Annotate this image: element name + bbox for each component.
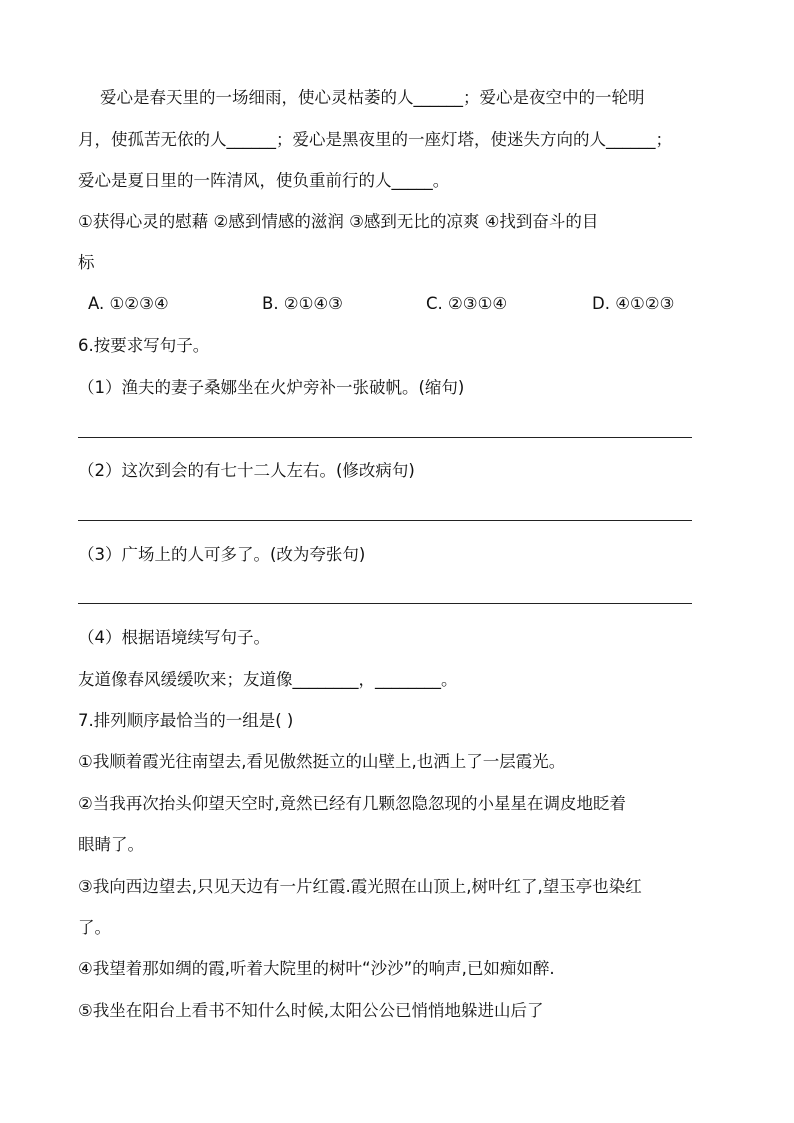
q5-option-a: A. ①②③④ xyxy=(88,294,169,313)
q6-sub2: （2）这次到会的有七十二人左右。(修改病句) xyxy=(78,461,415,480)
q6-sub4: （4）根据语境续写句子。 xyxy=(78,628,270,647)
q7-sentence-3-line-2: 了。 xyxy=(78,918,111,937)
q7-sentence-1: ①我顺着霞光往南望去,看见傲然挺立的山壁上,也洒上了一层霞光。 xyxy=(78,752,566,771)
q6-sub2-answer-line[interactable] xyxy=(78,520,692,521)
q5-items-line-2: 标 xyxy=(78,253,95,272)
q6-sub3-answer-line[interactable] xyxy=(78,603,692,604)
q5-passage-line-1: 爱心是春天里的一场细雨，使心灵枯萎的人______；爱心是夜空中的一轮明 xyxy=(100,88,645,107)
q5-items-line-1: ①获得心灵的慰藉 ②感到情感的滋润 ③感到无比的凉爽 ④找到奋斗的目 xyxy=(78,212,599,231)
q5-passage-line-2: 月，使孤苦无依的人______；爱心是黑夜里的一座灯塔，使迷失方向的人______； xyxy=(78,130,672,149)
q7-title: 7.排列顺序最恰当的一组是( ) xyxy=(78,711,294,730)
q6-sub3: （3）广场上的人可多了。(改为夸张句) xyxy=(78,545,366,564)
q5-option-b: B. ②①④③ xyxy=(262,294,343,313)
q7-sentence-3-line-1: ③我向西边望去,只见天边有一片红霞.霞光照在山顶上,树叶红了,望玉亭也染红 xyxy=(78,877,642,896)
q7-sentence-2-line-2: 眼睛了。 xyxy=(78,835,144,854)
q6-sub1-answer-line[interactable] xyxy=(78,437,692,438)
q7-sentence-2-line-1: ②当我再次抬头仰望天空时,竟然已经有几颗忽隐忽现的小星星在调皮地眨着 xyxy=(78,794,627,813)
q6-sub1: （1）渔夫的妻子桑娜坐在火炉旁补一张破帆。(缩句) xyxy=(78,378,465,397)
q7-sentence-4: ④我望着那如绸的霞,听着大院里的树叶“沙沙”的响声,已如痴如醉. xyxy=(78,959,555,978)
q7-sentence-5: ⑤我坐在阳台上看书不知什么时候,太阳公公已悄悄地躲进山后了 xyxy=(78,1001,544,1020)
q6-title: 6.按要求写句子。 xyxy=(78,336,210,355)
q5-passage-line-3: 爱心是夏日里的一阵清风，使负重前行的人_____。 xyxy=(78,171,450,190)
q6-sub4-sentence: 友道像春风缓缓吹来；友道像________，________。 xyxy=(78,670,458,689)
q5-option-c: C. ②③①④ xyxy=(426,294,508,313)
q5-option-d: D. ④①②③ xyxy=(592,294,675,313)
